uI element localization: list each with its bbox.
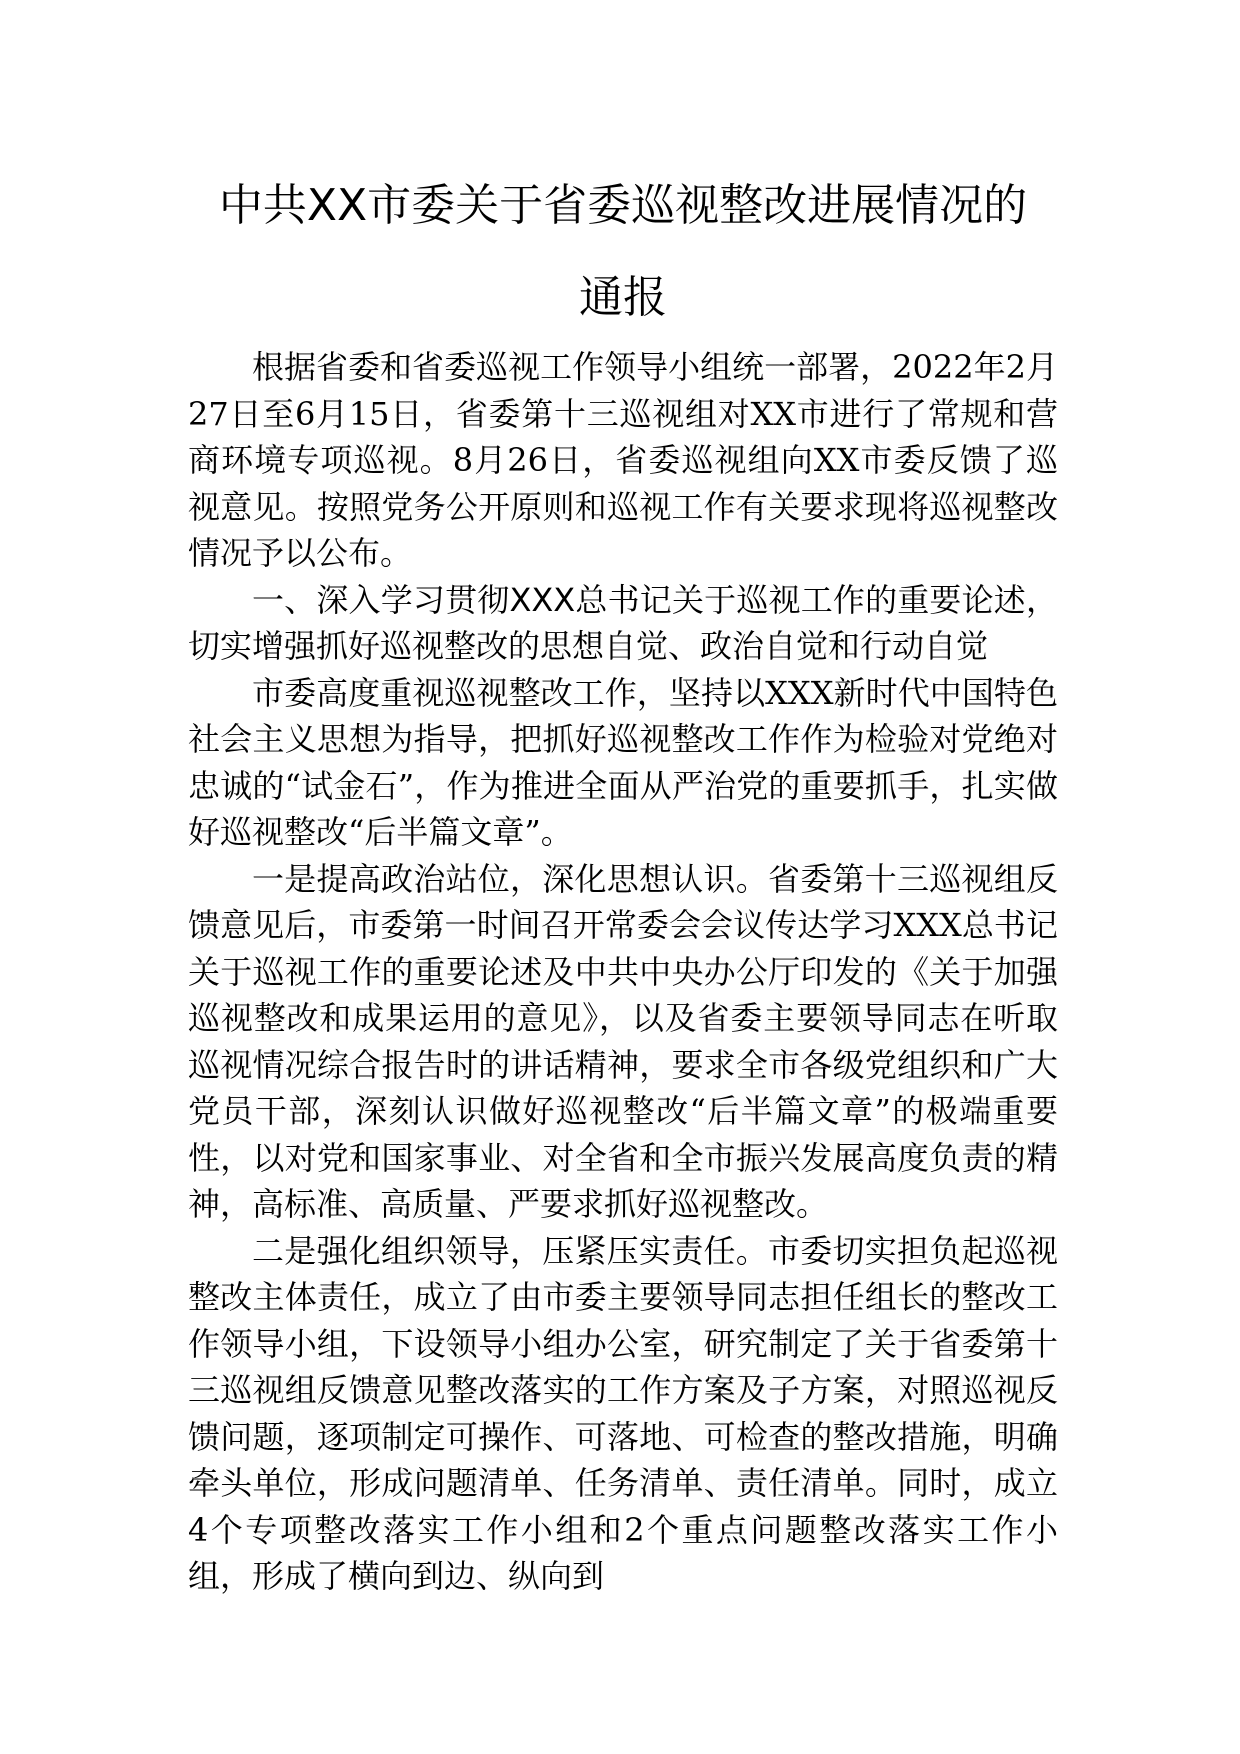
- title-line-1: 中共XX市委关于省委巡视整改进展情况的: [218, 180, 1028, 231]
- paragraph-overview: 市委高度重视巡视整改工作，坚持以XXX新时代中国特色社会主义思想为指导，把抓好巡视整改工作作为检验对党绝对忠诚的“试金石”，作为推进全面从严治党的重要抓手，扎实做好巡视整改“后半篇文章”。: [188, 673, 1058, 851]
- paragraph-leadership: 二是强化组织领导，压紧压实责任。市委切实担负起巡视整改主体责任，成立了由市委主要领导同志担任组长的整改工作领导小组，下设领导小组办公室，研究制定了关于省委第十三巡视组反馈意见整改落实的工作方案及子方案，对照巡视反馈问题，逐项制定可操作、可落地、可检查的整改措施，明确牵头单位，形成问题清单、任务清单、责任清单。同时，成立4个专项整改落实工作小组和2个重点问题整改落实工作小组，形成了横向到边、纵向到: [188, 1231, 1058, 1595]
- paragraph-political-stance: 一是提高政治站位，深化思想认识。省委第十三巡视组反馈意见后，市委第一时间召开常委会会议传达学习XXX总书记关于巡视工作的重要论述及中共中央办公厅印发的《关于加强巡视整改和成果运用的意见》，以及省委主要领导同志在听取巡视情况综合报告时的讲话精神，要求全市各级党组织和广大党员干部，深刻认识做好巡视整改“后半篇文章”的极端重要性，以对党和国家事业、对全省和全市振兴发展高度负责的精神，高标准、高质量、严要求抓好巡视整改。: [188, 859, 1058, 1223]
- paragraph-intro: 根据省委和省委巡视工作领导小组统一部署，2022年2月27日至6月15日，省委第十三巡视组对XX市进行了常规和营商环境专项巡视。8月26日，省委巡视组向XX市委反馈了巡视意见。按照党务公开原则和巡视工作有关要求现将巡视整改情况予以公布。: [188, 348, 1058, 572]
- document-title: [188, 160, 1058, 344]
- title-line-2: 通报: [579, 272, 667, 323]
- document-page: [188, 160, 1058, 1600]
- document-body: [188, 344, 1058, 1600]
- section-heading-1: 一、深入学习贯彻XXX总书记关于巡视工作的重要论述，切实增强抓好巡视整改的思想自觉、政治自觉和行动自觉: [188, 580, 1058, 665]
